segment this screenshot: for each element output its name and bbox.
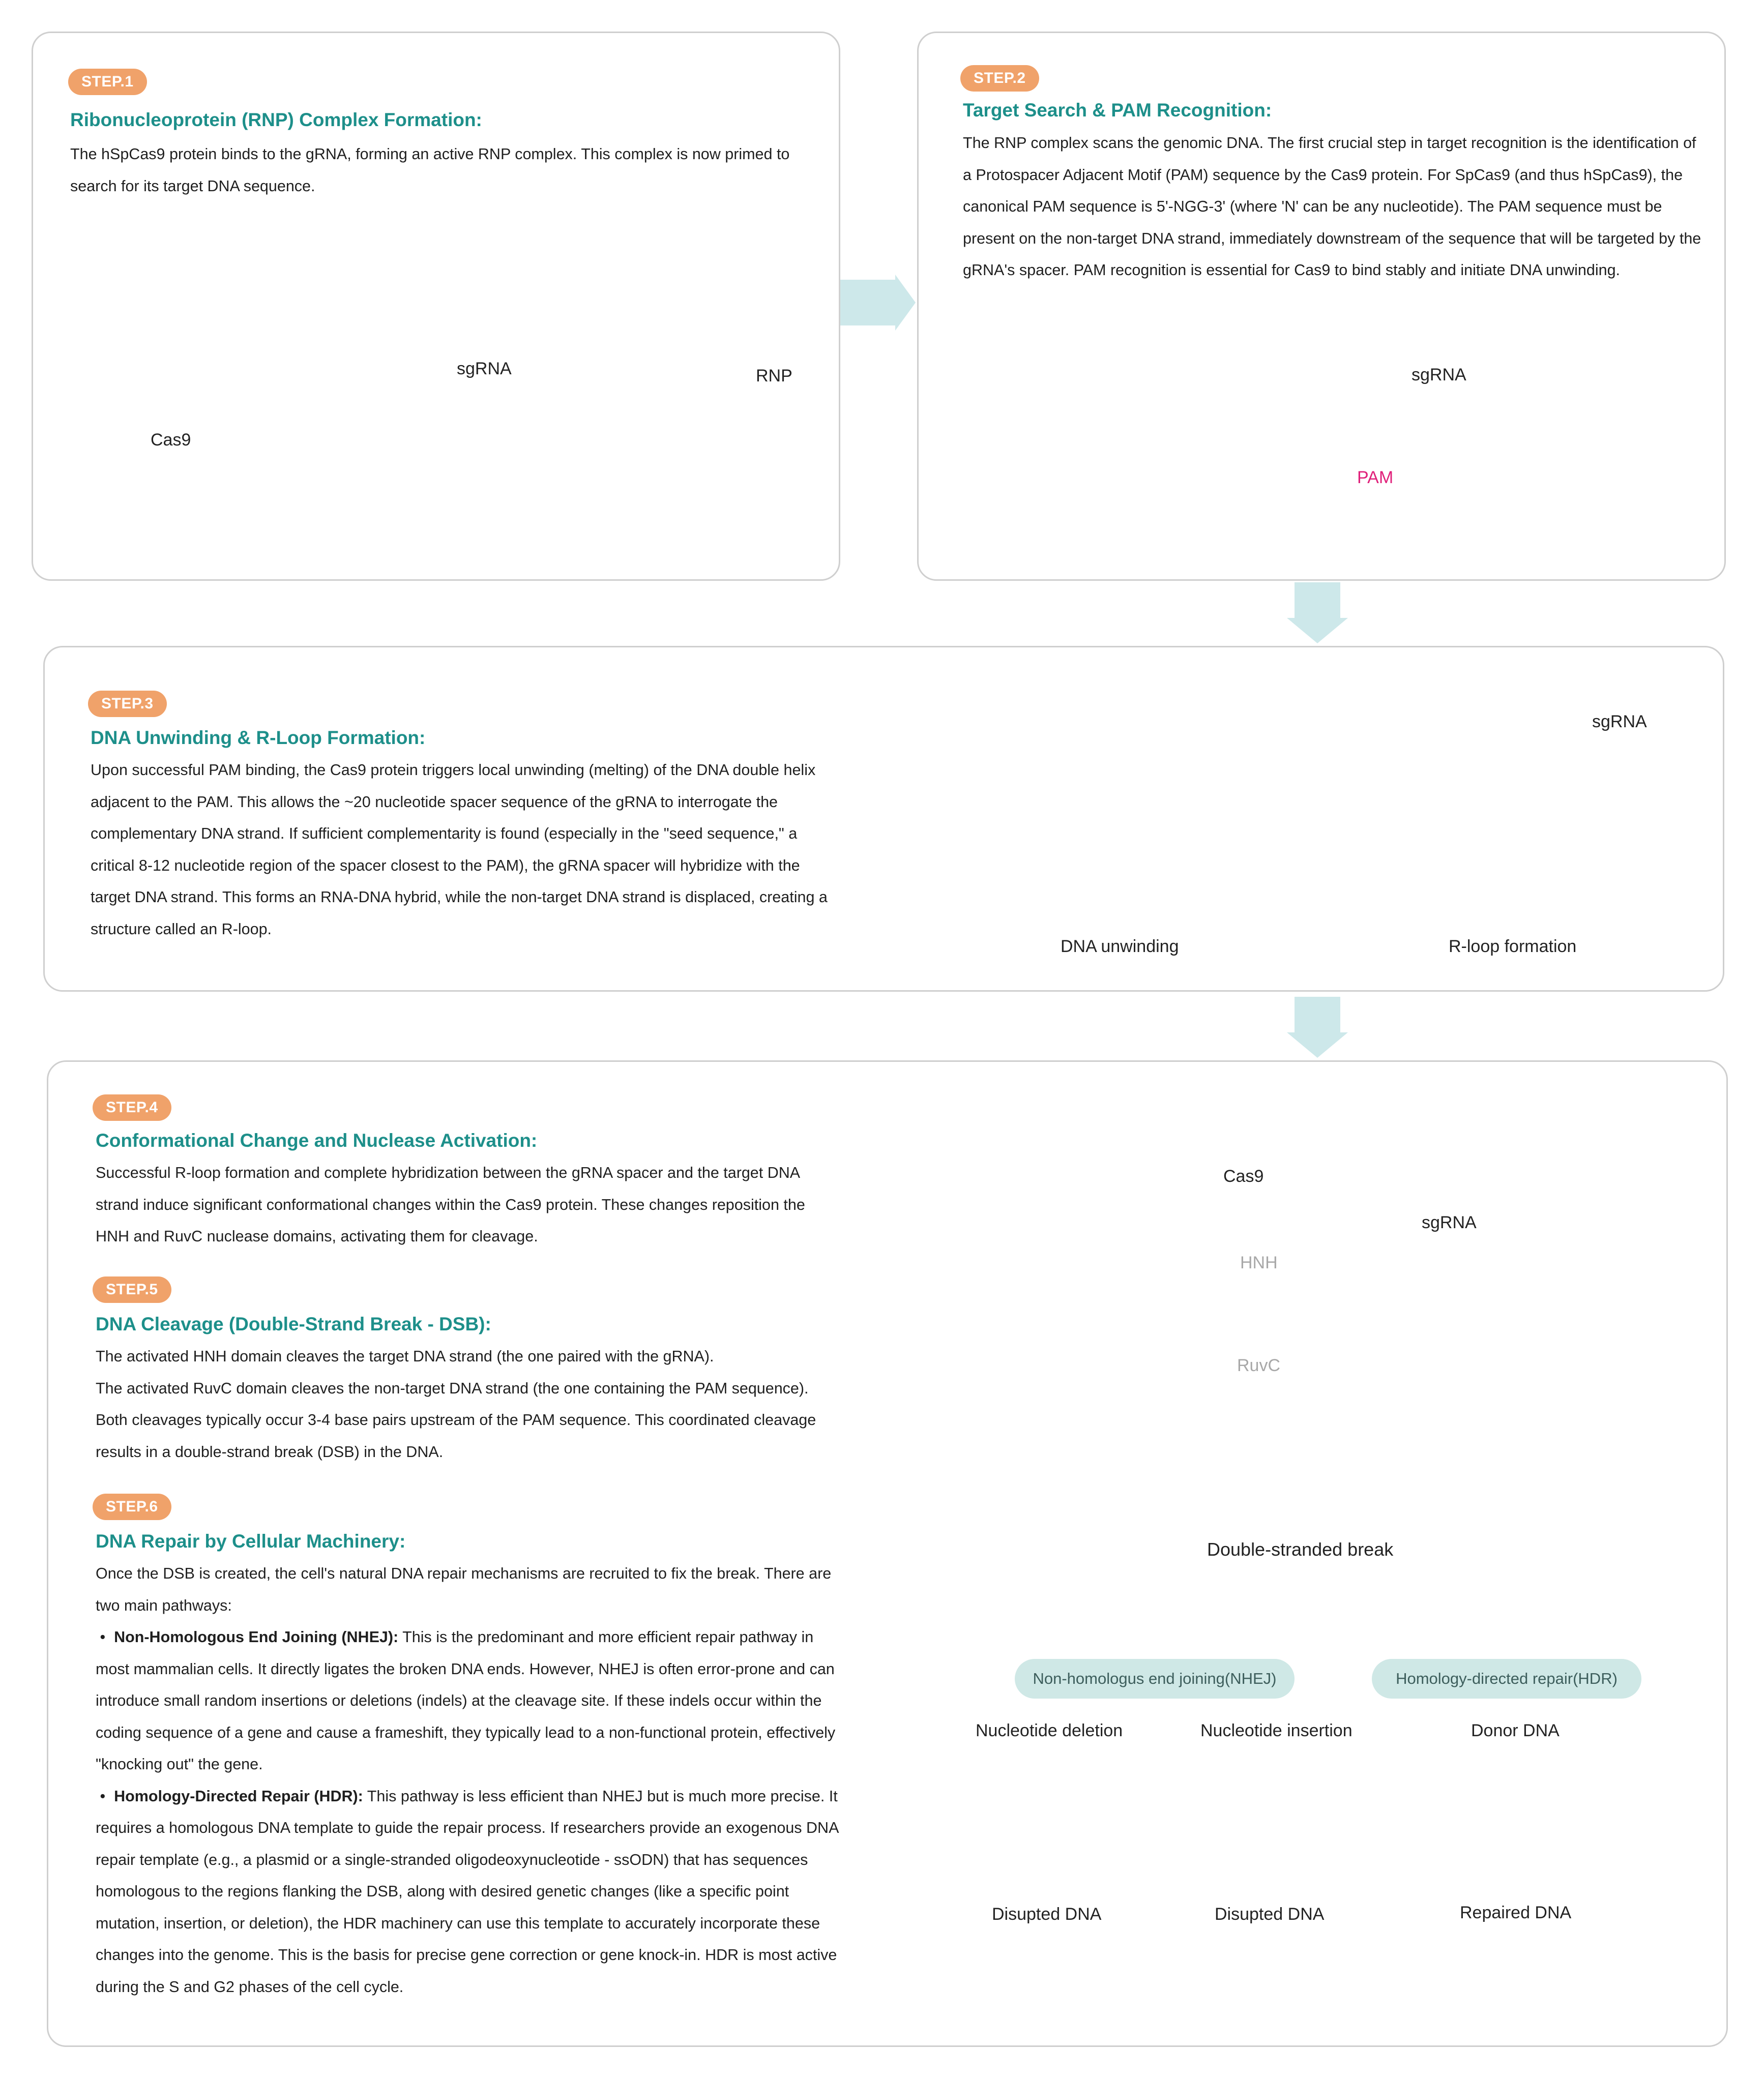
step5-body <box>96 1341 838 1468</box>
step3-title: DNA Unwinding & R-Loop Formation: <box>91 727 426 748</box>
donor-label: Donor DNA <box>1471 1721 1560 1740</box>
cas9-label: Cas9 <box>151 430 191 450</box>
hdr-bullet-body: This pathway is less efficient than NHEJ but is much more precise. It requires a homologous DNA template to guide the repair process. If researchers provide an exogenous DNA repair template (e.g., a plasmid or a single-stranded oligodeoxynucleotide - ssODN) that has sequences homologous to the regions flanking the DSB, along with desired genetic changes (like a specific point mutation, insertion, or deletion), the HDR machinery can use this template to accurately incorporate these changes into the genome. This is the basis for precise gene correction or gene knock-in. HDR is most active during the S and G2 phases of the cell cycle. <box>96 1787 838 1996</box>
step4-title: Conformational Change and Nuclease Activation: <box>96 1130 538 1151</box>
flow-arrow-down-1 <box>1287 582 1348 643</box>
step3-badge: STEP.3 <box>88 691 167 717</box>
step5-line1: The activated HNH domain cleaves the target DNA strand (the one paired with the gRNA). <box>96 1348 714 1365</box>
step5-title: DNA Cleavage (Double-Strand Break - DSB): <box>96 1314 491 1334</box>
flow-arrow-right <box>839 275 916 331</box>
step3-body: Upon successful PAM binding, the Cas9 protein triggers local unwinding (melting) of the DNA double helix adjacent to the PAM. This allows the ~20 nucleotide spacer sequence of the gRNA to interrogate the complementary DNA strand. If sufficient complementarity is found (especially in the "seed sequence," a critical 8-12 nucleotide region of the spacer closest to the PAM), the gRNA spacer will hybridize with the target DNA strand. This forms an RNA-DNA hybrid, while the non-target DNA strand is displaced, creating a structure called an R-loop. <box>91 761 828 938</box>
dsb-label: Double-stranded break <box>1207 1539 1394 1560</box>
repaired-dna-label: Repaired DNA <box>1460 1903 1572 1922</box>
step1-title: Ribonucleoprotein (RNP) Complex Formation: <box>70 109 482 130</box>
insertion-label: Nucleotide insertion <box>1200 1721 1353 1740</box>
dna-unwinding-label: DNA unwinding <box>1061 937 1179 956</box>
step3-sgrna-label: sgRNA <box>1592 712 1647 731</box>
nhej-bullet-title: Non-Homologous End Joining (NHEJ): <box>114 1628 399 1646</box>
flow-arrow-down-2 <box>1287 997 1348 1058</box>
step2-sgrna-label: sgRNA <box>1412 365 1466 384</box>
hnh-label: HNH <box>1240 1253 1278 1272</box>
step5-line2: The activated RuvC domain cleaves the non-target DNA strand (the one containing the PAM sequence). Both cleavages typically occur 3-4 base pairs upstream of the PAM sequence. This coordinated cleavage results in a double-strand break (DSB) in the DNA. <box>96 1379 816 1461</box>
disrupted-dna-label-2: Disupted DNA <box>1215 1905 1325 1924</box>
nhej-pill: Non-homologus end joining(NHEJ) <box>1015 1659 1295 1699</box>
rnp-label: RNP <box>756 366 792 385</box>
step6-intro: Once the DSB is created, the cell's natural DNA repair mechanisms are recruited to fix the break. There are two main pathways: <box>96 1565 832 1614</box>
fig-sgrna-label: sgRNA <box>1422 1213 1477 1232</box>
rloop-label: R-loop formation <box>1449 937 1577 956</box>
step2-badge: STEP.2 <box>960 65 1039 92</box>
nhej-bullet-body: This is the predominant and more efficient repair pathway in most mammalian cells. It directly ligates the broken DNA ends. However, NHEJ is often error-prone and can introduce small random insertions or deletions (indels) at the cleavage site. If these indels occur within the coding sequence of a gene and cause a frameshift, they typically lead to a non-functional protein, effectively "knocking out" the gene. <box>96 1628 836 1773</box>
step2-body: The RNP complex scans the genomic DNA. The first crucial step in target recognition is the identification of a Protospacer Adjacent Motif (PAM) sequence by the Cas9 protein. For SpCas9 (and thus hSpCas9), the canonical PAM sequence is 5'-NGG-3' (where 'N' can be any nucleotide). The PAM sequence must be present on the non-target DNA strand, immediately downstream of the sequence that will be targeted by the gRNA's spacer. PAM recognition is essential for Cas9 to bind stably and initiate DNA unwinding. <box>963 134 1701 279</box>
deletion-label: Nucleotide deletion <box>976 1721 1123 1740</box>
step5-badge: STEP.5 <box>93 1276 171 1303</box>
disrupted-dna-label-1: Disupted DNA <box>992 1905 1102 1924</box>
hdr-pill: Homology-directed repair(HDR) <box>1372 1659 1641 1699</box>
hdr-bullet: • Homology-Directed Repair (HDR): This pathway is less efficient than NHEJ but is much more precise. It requires a homologous DNA template to guide the repair process. If researchers provide an exogenous DNA repair template (e.g., a plasmid or a single-stranded oligodeoxynucleotide - ssODN) that has sequences homologous to the regions flanking the DSB, along with desired genetic changes (like a specific point mutation, insertion, or deletion), the HDR machinery can use this template to accurately incorporate these changes into the genome. This is the basis for precise gene correction or gene knock-in. HDR is most active during the S and G2 phases of the cell cycle. <box>96 1787 838 1996</box>
step1-badge: STEP.1 <box>68 69 147 95</box>
fig-cas9-label: Cas9 <box>1223 1167 1264 1186</box>
step6-body <box>96 1558 848 2003</box>
step2-title: Target Search & PAM Recognition: <box>963 100 1272 121</box>
pam-label: PAM <box>1357 468 1394 487</box>
ruvc-label: RuvC <box>1237 1356 1281 1375</box>
step4-body: Successful R-loop formation and complete hybridization between the gRNA spacer and the target DNA strand induce significant conformational changes within the Cas9 protein. These changes reposition the HNH and RuvC nuclease domains, activating them for cleavage. <box>96 1164 805 1245</box>
step4-badge: STEP.4 <box>93 1094 171 1121</box>
step6-badge: STEP.6 <box>93 1494 171 1520</box>
step1-body: The hSpCas9 protein binds to the gRNA, forming an active RNP complex. This complex is now primed to search for its target DNA sequence. <box>70 145 790 195</box>
hdr-bullet-title: Homology-Directed Repair (HDR): <box>114 1787 363 1805</box>
sgrna-label: sgRNA <box>457 359 512 378</box>
nhej-bullet: • Non-Homologous End Joining (NHEJ): This is the predominant and more efficient repair pathway in most mammalian cells. It directly ligates the broken DNA ends. However, NHEJ is often error-prone and can introduce small random insertions or deletions (indels) at the cleavage site. If these indels occur within the coding sequence of a gene and cause a frameshift, they typically lead to a non-functional protein, effectively "knocking out" the gene. <box>96 1628 836 1773</box>
step6-title: DNA Repair by Cellular Machinery: <box>96 1531 406 1552</box>
